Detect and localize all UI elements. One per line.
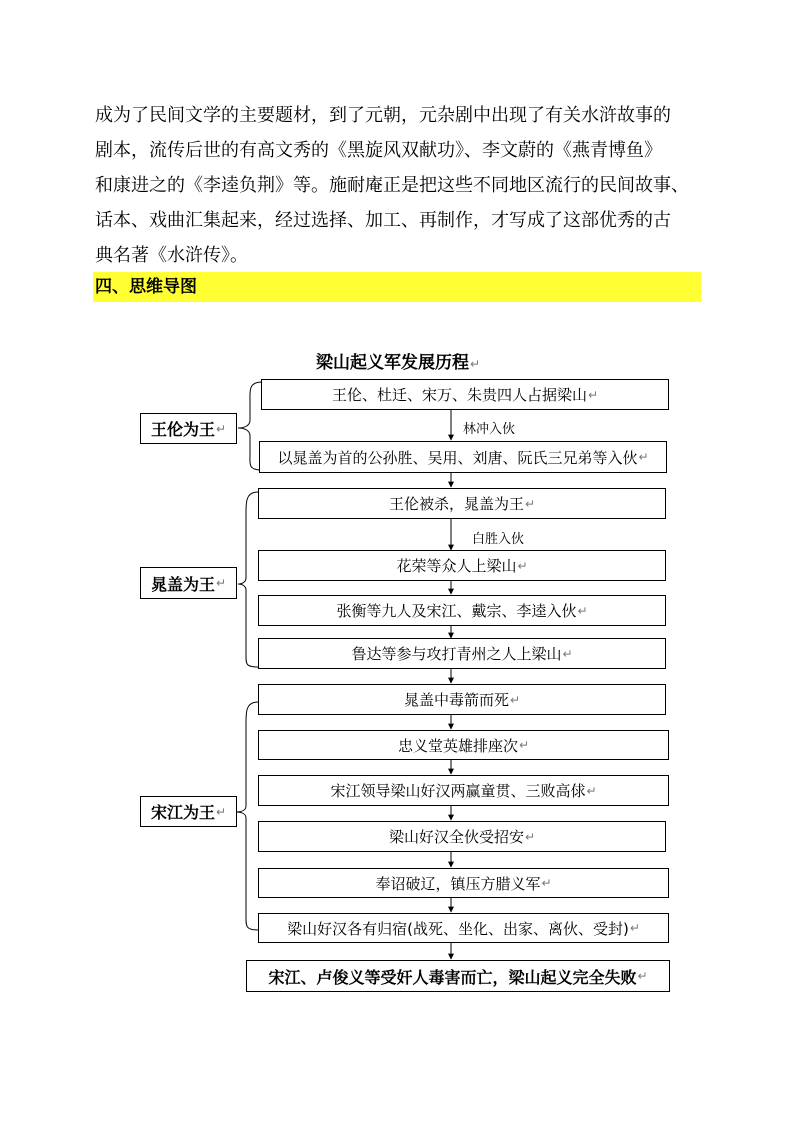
- group-song-jiang: [140, 796, 237, 827]
- intro-line: 成为了民间文学的主要题材，到了元朝，元杂剧中出现了有关水浒故事的: [95, 105, 671, 126]
- step-text: 忠义堂英雄排座次: [397, 736, 518, 755]
- paragraph-mark: ↵: [638, 450, 649, 464]
- group-chao-gai: [140, 567, 237, 599]
- paragraph-mark: ↵: [517, 558, 528, 573]
- paragraph-mark: ↵: [562, 646, 573, 661]
- paragraph-mark: ↵: [215, 576, 227, 590]
- paragraph-mark: ↵: [518, 738, 530, 752]
- group-label: 王伦为王: [150, 420, 215, 439]
- step-box: [258, 913, 669, 943]
- step-box: [258, 821, 666, 852]
- paragraph-mark: ↵: [586, 783, 597, 798]
- group-label: 宋江为王: [150, 803, 215, 822]
- edge-label-lin-chong: 林冲入伙: [463, 422, 516, 437]
- step-box: [258, 550, 666, 581]
- paragraph-mark: ↵: [541, 876, 552, 890]
- paragraph-mark: ↵: [629, 921, 640, 935]
- step-box: [258, 595, 666, 626]
- edge-label-bai-sheng: 白胜入伙: [472, 532, 525, 547]
- paragraph-mark: ↵: [470, 357, 481, 371]
- step-box: [258, 638, 666, 669]
- brace-2: [238, 492, 258, 667]
- step-text: 王伦被杀，晁盖为王: [388, 495, 524, 513]
- step-text: 王伦、杜迁、宋万、朱贵四人占据梁山: [331, 386, 587, 404]
- step-box: [258, 775, 669, 806]
- step-box: [261, 379, 669, 410]
- step-box: [258, 868, 669, 898]
- step-text: 宋江领导梁山好汉两赢童贯、三败高俅: [330, 782, 586, 800]
- step-box: [258, 684, 666, 715]
- intro-line: 话本、戏曲汇集起来，经过选择、加工、再制作，才写成了这部优秀的古: [95, 210, 671, 231]
- step-text: 花荣等众人上梁山: [396, 557, 517, 575]
- paragraph-mark: ↵: [587, 387, 599, 402]
- step-text: 鲁达等参与攻打青州之人上梁山: [351, 645, 562, 663]
- paragraph-mark: ↵: [524, 829, 536, 844]
- group-wang-lun: [140, 413, 237, 444]
- intro-line: 和康进之的《李逵负荆》等。施耐庵正是把这些不同地区流行的民间故事、: [95, 175, 689, 196]
- group-label: 晁盖为王: [150, 574, 215, 594]
- step-box: [259, 441, 667, 473]
- final-step-box: [246, 960, 670, 992]
- paragraph-mark: ↵: [509, 692, 521, 707]
- intro-line: 剧本，流传后世的有高文秀的《黑旋风双献功》、李文蔚的《燕青博鱼》: [95, 140, 662, 161]
- step-text: 梁山好汉全伙受招安: [388, 828, 524, 846]
- paragraph-mark: ↵: [524, 496, 536, 511]
- paragraph-mark: ↵: [215, 421, 227, 436]
- paragraph-mark: ↵: [215, 804, 227, 819]
- section-heading: 四、思维导图: [93, 272, 701, 302]
- step-text: 宋江、卢俊义等受奸人毒害而亡，梁山起义完全失败: [268, 967, 637, 987]
- step-box: [258, 730, 669, 760]
- step-box: [258, 488, 666, 519]
- brace-3: [236, 702, 258, 930]
- paragraph-mark: ↵: [577, 603, 588, 618]
- paragraph-mark: ↵: [637, 969, 648, 983]
- chart-title-text: 梁山起义军发展历程: [316, 353, 469, 373]
- step-text: 奉诏破辽，镇压方腊义军: [375, 874, 541, 893]
- step-text: 晁盖中毒箭而死: [403, 691, 509, 709]
- step-text: 以晁盖为首的公孙胜、吴用、刘唐、阮氏三兄弟等入伙: [277, 448, 638, 467]
- step-text: 梁山好汉各有归宿(战死、坐化、出家、离伙、受封): [287, 919, 629, 938]
- step-text: 张衡等九人及宋江、戴宗、李逵入伙: [336, 602, 577, 620]
- intro-line: 典名著《水浒传》。: [95, 245, 248, 266]
